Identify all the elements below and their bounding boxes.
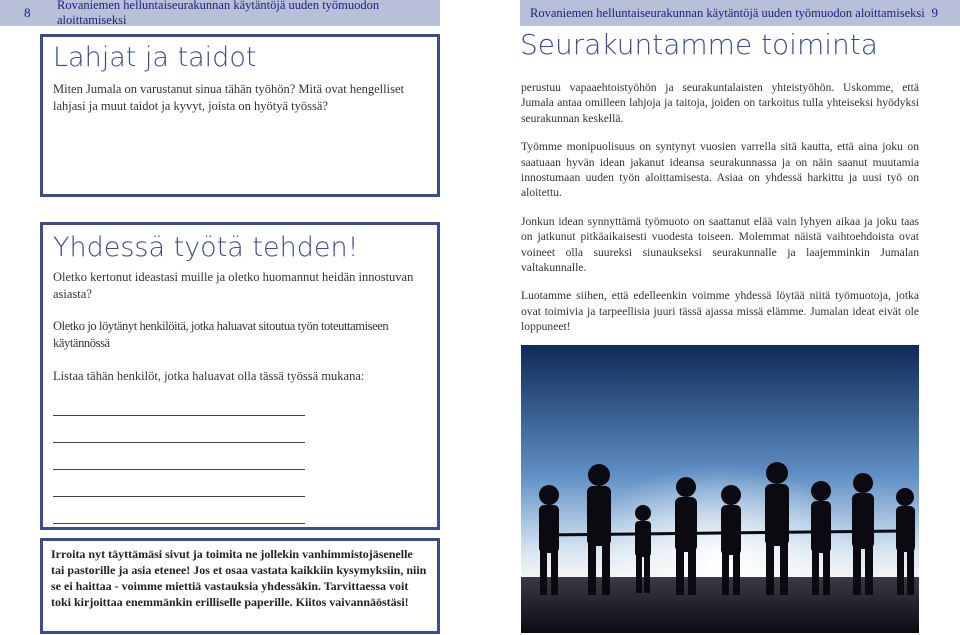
right-page-header — [520, 0, 960, 26]
question-text: Oletko kertonut ideastasi muille ja oletko huomannut heidän innostuvan asiasta? — [53, 269, 414, 301]
paragraph: Jonkun idean synnyttämä työmuoto on saattanut elää vain lyhyen aikaa ja joku taas on jatkunut pitkäaikaisesti vuodesta toiseen. Molemmat näistä vaihtoehdoista ovat voineet olla suureksi siunaukseksi seurakunnalle ja laajemminkin Jumalan valtakunnalle. — [521, 214, 919, 275]
write-line[interactable] — [53, 523, 305, 524]
left-page-header — [0, 0, 440, 26]
question-text: Listaa tähän henkilöt, jotka haluavat olla tässä työssä mukana: — [53, 369, 365, 384]
box-title: Lahjat ja taidot — [53, 42, 257, 73]
page-number: 8 — [24, 5, 31, 20]
instructions-box — [40, 538, 440, 634]
header-text: Rovaniemen helluntaiseurakunnan käytäntöjä uuden työmuodon aloittamiseksi — [530, 5, 925, 20]
instructions-text: Irroita nyt täyttämäsi sivut ja toimita ne jollekin vanhimmistojäsenelle tai pastorille ja asia etenee! Jos et osaa vastata kaikkiin kysymyksiin, niin se ei haittaa - voimme miettiä vastauksia yhdessäkin. Tarvittaessa voit toki kirjoittaa enemmänkin erilliselle paperille. Kiitos vaivannäöstäsi! — [51, 547, 427, 609]
write-line[interactable] — [53, 415, 305, 416]
box-text: Miten Jumala on varustanut sinua tähän työhön? Mitä ovat hengelliset lahjasi ja muut taidot ja kyvyt, joista on hyötyä työssä? — [53, 81, 404, 113]
gifts-skills-box — [40, 34, 440, 197]
page-number: 9 — [931, 5, 938, 20]
write-lines — [53, 415, 427, 524]
write-line[interactable] — [53, 469, 305, 470]
box-title: Yhdessä työtä tehden! — [53, 232, 359, 263]
paragraph: Työmme monipuolisuus on syntynyt vuosien varrella sitä kautta, että aina joku on saatuaan hyvän idean jakanut ideansa seurakunnassa ja on näin saanut muutamia innostumaan uuden työn aloittamisesta. Asiaa on yhdessä harkittu ja uusi työ on aloitettu. — [521, 140, 919, 200]
together-box — [40, 222, 440, 530]
silhouette-photo — [521, 345, 919, 633]
header-text: Rovaniemen helluntaiseurakunnan käytäntöjä uuden työmuodon aloittamiseksi — [57, 0, 380, 27]
paragraph: perustuu vapaaehtoistyöhön ja seurakuntalaisten yhteistyöhön. Uskomme, että Jumala antaa omilleen lahjoja ja taitoja, joiden on tarkoitus tulla yhteiseksi hyödyksi seurakunnan keskellä. — [521, 81, 919, 125]
page-title: Seurakuntamme toiminta — [520, 28, 878, 61]
write-line[interactable] — [53, 442, 305, 443]
question-text: Oletko jo löytänyt henkilöitä, jotka haluavat sitoutua työn toteuttamiseen käytännössä — [53, 319, 389, 351]
article-body — [521, 80, 919, 376]
paragraph: Luotamme siihen, että edelleenkin voimme yhdessä löytää niitä työmuotoja, jotka ovat toimivia ja tarpeellisia juuri tässä ajassa missä elämme. Jumalan ideat eivät ole loppuneet! — [521, 289, 919, 334]
write-line[interactable] — [53, 496, 305, 497]
